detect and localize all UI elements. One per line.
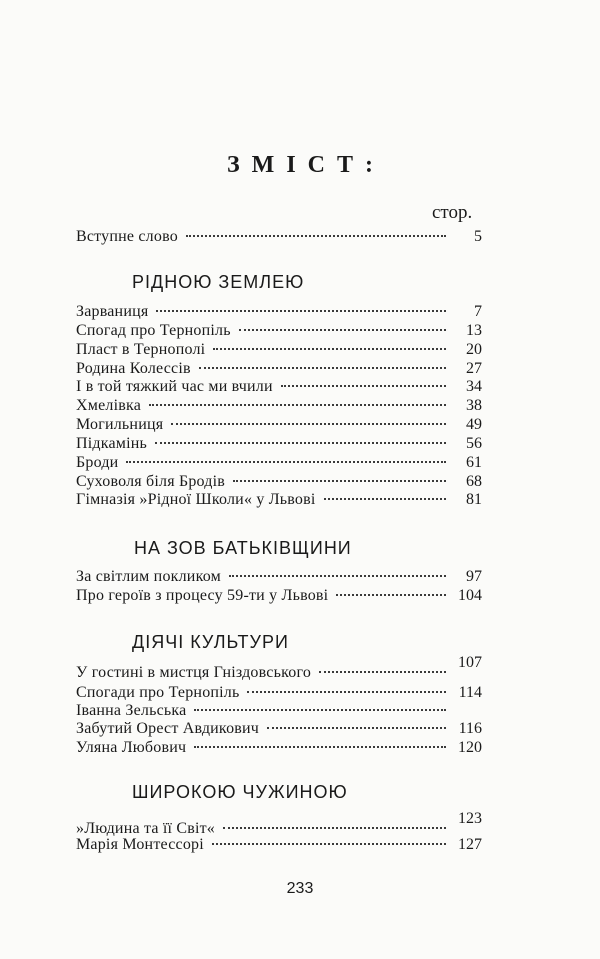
- toc-entry-page: 61: [466, 454, 482, 471]
- toc-entry-label: Родина Колессів: [76, 360, 191, 377]
- dot-leader: [126, 461, 446, 463]
- toc-entry-label: Підкамінь: [76, 435, 148, 452]
- toc-entry-page: 27: [466, 360, 482, 377]
- toc-entry-label: У гостині в мистця Гніздовського: [76, 664, 312, 681]
- toc-entry-label: Спогади про Тернопіль: [76, 684, 240, 701]
- dot-leader: [194, 709, 446, 711]
- toc-entry-page: 68: [466, 473, 482, 490]
- toc-entry-label: Суховоля біля Бродів: [76, 473, 226, 490]
- dot-leader: [186, 235, 446, 237]
- toc-entry-page: 49: [466, 416, 482, 433]
- toc-entry: [76, 739, 482, 761]
- toc-entry-page: 20: [466, 341, 482, 358]
- dot-leader: [156, 310, 446, 312]
- toc-entry-page: 5: [474, 228, 482, 245]
- dot-leader: [336, 594, 446, 596]
- dot-leader: [199, 367, 446, 369]
- toc-entry-intro: [76, 228, 482, 250]
- dot-leader: [281, 385, 446, 387]
- toc-entry-label: Уляна Любович: [76, 739, 187, 756]
- dot-leader: [212, 843, 446, 845]
- section-heading: ДІЯЧІ КУЛЬТУРИ: [132, 632, 289, 652]
- section-heading: ШИРОКОЮ ЧУЖИНОЮ: [132, 782, 348, 802]
- page-title: ЗМІСТ:: [227, 152, 385, 178]
- dot-leader: [239, 329, 446, 331]
- toc-entry-page: 81: [466, 491, 482, 508]
- toc-entry-page: 107: [458, 654, 482, 671]
- dot-leader: [233, 480, 446, 482]
- toc-entry-page: 114: [458, 684, 482, 701]
- dot-leader: [229, 575, 446, 577]
- toc-entry-label: Гімназія »Рідної Школи« у Львові: [76, 491, 316, 508]
- dot-leader: [247, 691, 446, 693]
- toc-entry-page: 116: [458, 720, 482, 737]
- toc-entry-label: Хмелівка: [76, 397, 141, 414]
- toc-entry-label: Іванна Зельська: [76, 702, 187, 719]
- page-column-label: стор.: [432, 202, 473, 223]
- toc-entry-page: 38: [466, 397, 482, 414]
- toc-entry-label: Марія Монтессорі: [76, 836, 204, 853]
- section-heading: РІДНОЮ ЗЕМЛЕЮ: [132, 272, 305, 292]
- toc-entry-label: Зарваниця: [76, 303, 149, 320]
- toc-entry-page: 97: [466, 568, 482, 585]
- toc-entry-label: Вступне слово: [76, 228, 178, 245]
- toc-entry-page: 104: [458, 587, 482, 604]
- toc-entry-page: 7: [474, 303, 482, 320]
- dot-leader: [223, 827, 446, 829]
- toc-entry-label: І в той тяжкий час ми вчили: [76, 378, 273, 395]
- toc-entry-label: Забутий Орест Авдикович: [76, 720, 260, 737]
- dot-leader: [319, 671, 446, 673]
- dot-leader: [155, 442, 446, 444]
- toc-entry-label: Пласт в Тернополі: [76, 341, 206, 358]
- toc-entry-label: Про героїв з процесу 59-ти у Львові: [76, 587, 329, 604]
- toc-entry: [76, 491, 482, 513]
- toc-entry-label: »Людина та її Світ«: [76, 820, 216, 837]
- toc-entry-label: За світлим покликом: [76, 568, 221, 585]
- toc-entry-label: Броди: [76, 454, 119, 471]
- toc-entry: [76, 836, 482, 858]
- dot-leader: [149, 404, 446, 406]
- dot-leader: [194, 746, 446, 748]
- page-number: 233: [286, 880, 314, 897]
- toc-entry: [76, 654, 482, 686]
- toc-entry-page: 123: [458, 810, 482, 827]
- section-heading: НА ЗОВ БАТЬКІВЩИНИ: [134, 538, 352, 558]
- dot-leader: [171, 423, 446, 425]
- toc-entry-page: 56: [466, 435, 482, 452]
- dot-leader: [324, 498, 446, 500]
- toc-entry-page: 34: [466, 378, 482, 395]
- toc-entry-label: Спогад про Тернопіль: [76, 322, 231, 339]
- dot-leader: [267, 727, 446, 729]
- dot-leader: [213, 348, 446, 350]
- toc-entry-page: 13: [466, 322, 482, 339]
- toc-entry-page: 127: [458, 836, 482, 853]
- toc-entry: [76, 587, 482, 609]
- toc-entry-label: Могильниця: [76, 416, 164, 433]
- toc-entry-page: 120: [458, 739, 482, 756]
